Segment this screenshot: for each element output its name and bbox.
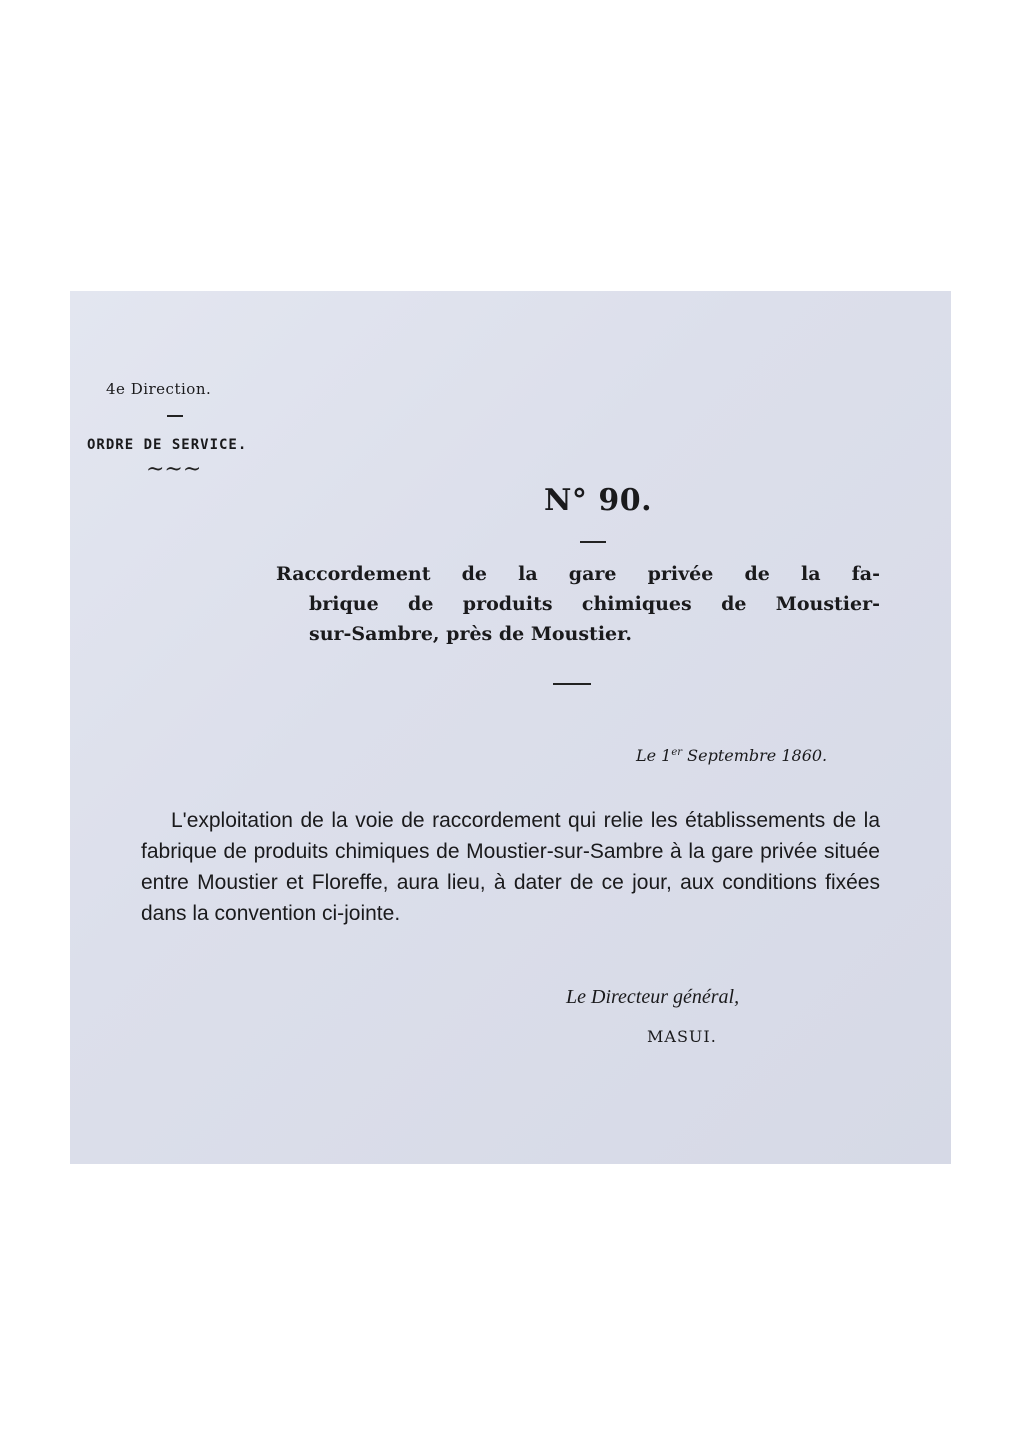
- signature-title: Le Directeur général,: [566, 986, 740, 1008]
- tilde-ornament: ~~~: [146, 457, 202, 482]
- separator-dash: [553, 683, 591, 685]
- separator-dash: [167, 415, 183, 417]
- direction-heading: 4e Direction.: [106, 380, 212, 398]
- signature-name: MASUI.: [647, 1027, 717, 1046]
- service-order-heading: ORDRE DE SERVICE.: [87, 437, 248, 453]
- order-body: [141, 805, 880, 929]
- order-title: [276, 559, 880, 649]
- title-line: sur-Sambre, près de Moustier.: [309, 623, 633, 645]
- title-line: Raccordement de la gare privée de la fa-: [276, 563, 880, 585]
- order-number: N° 90.: [544, 483, 653, 518]
- separator-dash: [580, 541, 606, 543]
- scanned-page: [70, 291, 951, 1164]
- date-rest: Septembre 1860.: [682, 746, 828, 765]
- date-prefix: Le 1: [636, 746, 672, 765]
- title-line: brique de produits chimiques de Moustier-: [309, 593, 880, 615]
- order-date: [636, 746, 827, 765]
- date-superscript: er: [671, 747, 683, 758]
- body-paragraph: L'exploitation de la voie de raccordement qui relie les établissements de la fabrique de produits chimiques de Moustier-sur-Sambre à la gare privée située entre Moustier et Floreffe, aura lieu, à dater de ce jour, aux conditions fixées dans la convention ci-jointe.: [141, 809, 880, 925]
